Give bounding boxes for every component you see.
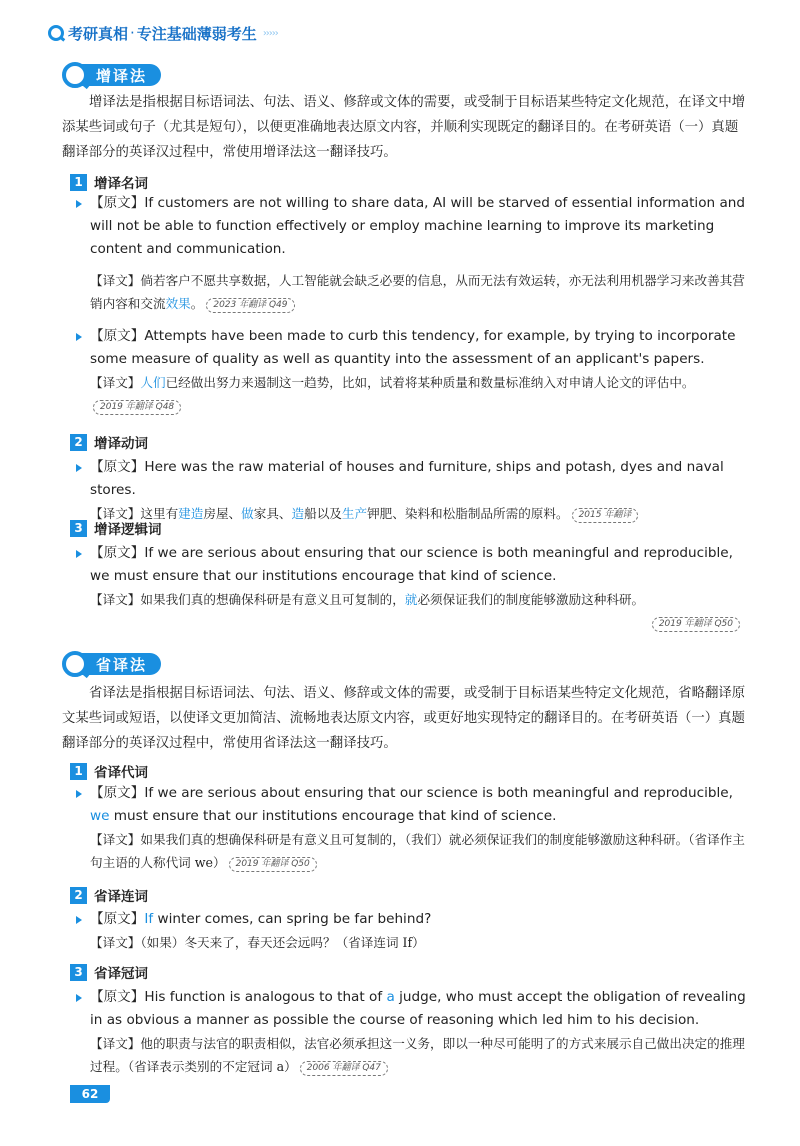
translation-part: 这里有 [140, 506, 179, 521]
original-label: 【原文】 [90, 328, 145, 344]
highlight-word: 人们 [140, 375, 166, 390]
example-block [76, 456, 748, 525]
translation-part: 已经做出努力来遏制这一趋势，比如，试着将某种质量和数量标准纳入对申请人论文的评估中。 [165, 375, 695, 390]
bullet-triangle-icon [76, 464, 82, 472]
translation-part: 房屋、 [203, 506, 242, 521]
original-sentence: Attempts have been made to curb this tendency, for example, by trying to incorporate some measure of quality as well as quantity into the assessment of an applicant's papers. [90, 328, 736, 367]
subsection-heading [70, 886, 148, 904]
bullet-triangle-icon [76, 333, 82, 341]
page-header [48, 22, 278, 44]
translation-part: （如果）冬天来了，春天还会远吗？（省译连词 If） [140, 935, 425, 950]
header-brand: 考研真相 [68, 24, 129, 43]
subsection-heading [70, 762, 148, 780]
original-text [76, 542, 748, 588]
subsection-title: 省译代词 [94, 765, 148, 781]
subsection-number: 2 [70, 887, 87, 904]
translation-part: 必须保证我们的制度能够激励这种科研。 [417, 592, 645, 607]
original-label: 【原文】 [90, 989, 145, 1005]
section-intro: 增译法是指根据目标语词法、句法、语义、修辞或文体的需要，或受制于目标语某些特定文化规范，在译文中增添某些词或句子（尤其是短句），以便更准确地表达原文内容，并顺利实现既定的翻译目的。在考研英语（一）真题翻译部分的英译汉过程中，常使用增译法这一翻译技巧。 [62, 95, 746, 160]
translation-label: 【译文】 [90, 273, 141, 288]
original-text [76, 986, 748, 1032]
highlight-word: 做 [241, 506, 254, 521]
subsection-heading [70, 519, 162, 537]
highlight-word: 生产 [341, 506, 368, 521]
translation-part: 他的职责与法官的职责相似，法官必须承担这一义务，即以一种尽可能明了的方式来展示自己做出决定的推理过程。（省译表示类别的不定冠词 a） [90, 1036, 745, 1074]
translation-label: 【译文】 [90, 506, 141, 521]
example-block [76, 908, 748, 954]
translation-part: 钾肥、染料和松脂制品所需的原料。 [367, 506, 569, 521]
section-heading-addition [62, 62, 172, 88]
magnifier-icon [62, 62, 88, 88]
original-text [76, 192, 748, 261]
example-block [76, 192, 748, 315]
example-block [76, 986, 748, 1078]
translation-label: 【译文】 [90, 832, 141, 847]
translation-text [76, 931, 748, 954]
subsection-number: 3 [70, 520, 87, 537]
subsection-title: 增译逻辑词 [94, 522, 162, 538]
highlight-word: 造 [291, 506, 305, 521]
highlight-word: a [386, 989, 395, 1005]
example-block [76, 325, 748, 417]
example-block [76, 542, 748, 611]
translation-text [76, 269, 748, 315]
translation-label: 【译文】 [90, 375, 141, 390]
section-title: 增译法 [76, 64, 161, 86]
translation-text [76, 371, 748, 417]
bullet-triangle-icon [76, 550, 82, 558]
translation-part: 如果我们真的想确保科研是有意义且可复制的， [140, 592, 405, 607]
original-text [76, 782, 748, 828]
original-sentence: If customers are not willing to share data, AI will be starved of essential information and will not be able to function effectively or employ machine learning to improve its marketing content and communication. [90, 195, 746, 257]
source-tag: 2019 年翻译 Q50 [652, 617, 740, 632]
subsection-heading [70, 433, 148, 451]
original-text [76, 325, 748, 371]
section-intro: 省译法是指根据目标语词法、句法、语义、修辞或文体的需要，或受制于目标语某些特定文化规范，省略翻译原文某些词或短语，以使译文更加简洁、流畅地表达原文内容，或更好地实现特定的翻译目的。在考研英语（一）真题翻译部分的英译汉过程中，常使用省译法这一翻译技巧。 [62, 686, 746, 751]
original-label: 【原文】 [90, 911, 145, 927]
translation-label: 【译文】 [90, 592, 141, 607]
translation-text [76, 828, 748, 874]
source-tag: 2019 年翻译 Q50 [229, 857, 317, 872]
original-text [76, 456, 748, 502]
translation-part: 船以及 [304, 506, 342, 521]
magnifier-icon [62, 651, 88, 677]
original-text [76, 908, 748, 931]
translation-part: 如果我们真的想确保科研是有意义且可复制的，（我们）就必须保证我们的制度能够激励这种科研。（省译作主句主语的人称代词 we） [90, 832, 745, 870]
bullet-triangle-icon [76, 916, 82, 924]
original-label: 【原文】 [90, 459, 145, 475]
original-sentence: His function is analogous to that of [144, 989, 387, 1005]
source-tag: 2019 年翻译 Q48 [93, 400, 181, 415]
section-heading-omission [62, 651, 172, 677]
original-sentence: judge, who must accept the obligation of revealing in as obvious a manner as possible the course of reasoning which led him to his decision. [90, 989, 746, 1028]
original-label: 【原文】 [90, 545, 145, 561]
original-label: 【原文】 [90, 785, 145, 801]
header-dot: · [130, 24, 135, 42]
original-sentence: Here was the raw material of houses and furniture, ships and potash, dyes and naval stores. [90, 459, 724, 498]
subsection-heading [70, 173, 148, 191]
original-sentence: If we are serious about ensuring that our science is both meaningful and reproducible, [144, 785, 733, 801]
header-slogan: 专注基础薄弱考生 [136, 24, 257, 43]
translation-label: 【译文】 [90, 1036, 141, 1051]
source-tag: 2015 年翻译 [572, 508, 639, 523]
subsection-heading [70, 963, 148, 981]
translation-part: 倘若客户不愿共享数据，人工智能就会缺乏必要的信息，从而无法有效运转，亦无法利用机器学习来改善其营销内容和交流 [90, 273, 745, 311]
search-logo-icon [48, 25, 64, 41]
section-title: 省译法 [76, 653, 161, 675]
source-tag: 2023 年翻译 Q49 [206, 298, 294, 313]
translation-part: 。 [190, 296, 204, 311]
translation-part: 家具、 [253, 506, 292, 521]
bullet-triangle-icon [76, 790, 82, 798]
highlight-word: 效果 [165, 296, 191, 311]
source-tag-wrap [649, 612, 740, 632]
highlight-word: 就 [404, 592, 418, 607]
original-label: 【原文】 [90, 195, 145, 211]
translation-label: 【译文】 [90, 935, 141, 950]
highlight-word: 建造 [178, 506, 204, 521]
translation-text [76, 1032, 748, 1078]
subsection-title: 增译名词 [94, 176, 148, 192]
subsection-number: 3 [70, 964, 87, 981]
translation-text [76, 502, 748, 525]
translation-text [76, 588, 748, 611]
subsection-title: 增译动词 [94, 436, 148, 452]
original-sentence: If we are serious about ensuring that our science is both meaningful and reproducible, we must ensure that our institutions encourage that kind of science. [90, 545, 733, 584]
subsection-title: 省译连词 [94, 889, 148, 905]
source-tag: 2006 年翻译 Q47 [300, 1061, 388, 1076]
example-block [76, 782, 748, 874]
subsection-number: 2 [70, 434, 87, 451]
subsection-number: 1 [70, 763, 87, 780]
page-number: 62 [70, 1085, 110, 1103]
bullet-triangle-icon [76, 994, 82, 1002]
chevrons-icon: ››››› [262, 27, 278, 39]
highlight-word: we [90, 808, 110, 824]
bullet-triangle-icon [76, 200, 82, 208]
highlight-word: If [144, 911, 154, 927]
subsection-title: 省译冠词 [94, 966, 148, 982]
original-sentence: must ensure that our institutions encourage that kind of science. [109, 808, 557, 824]
subsection-number: 1 [70, 174, 87, 191]
original-sentence: winter comes, can spring be far behind? [153, 911, 432, 927]
